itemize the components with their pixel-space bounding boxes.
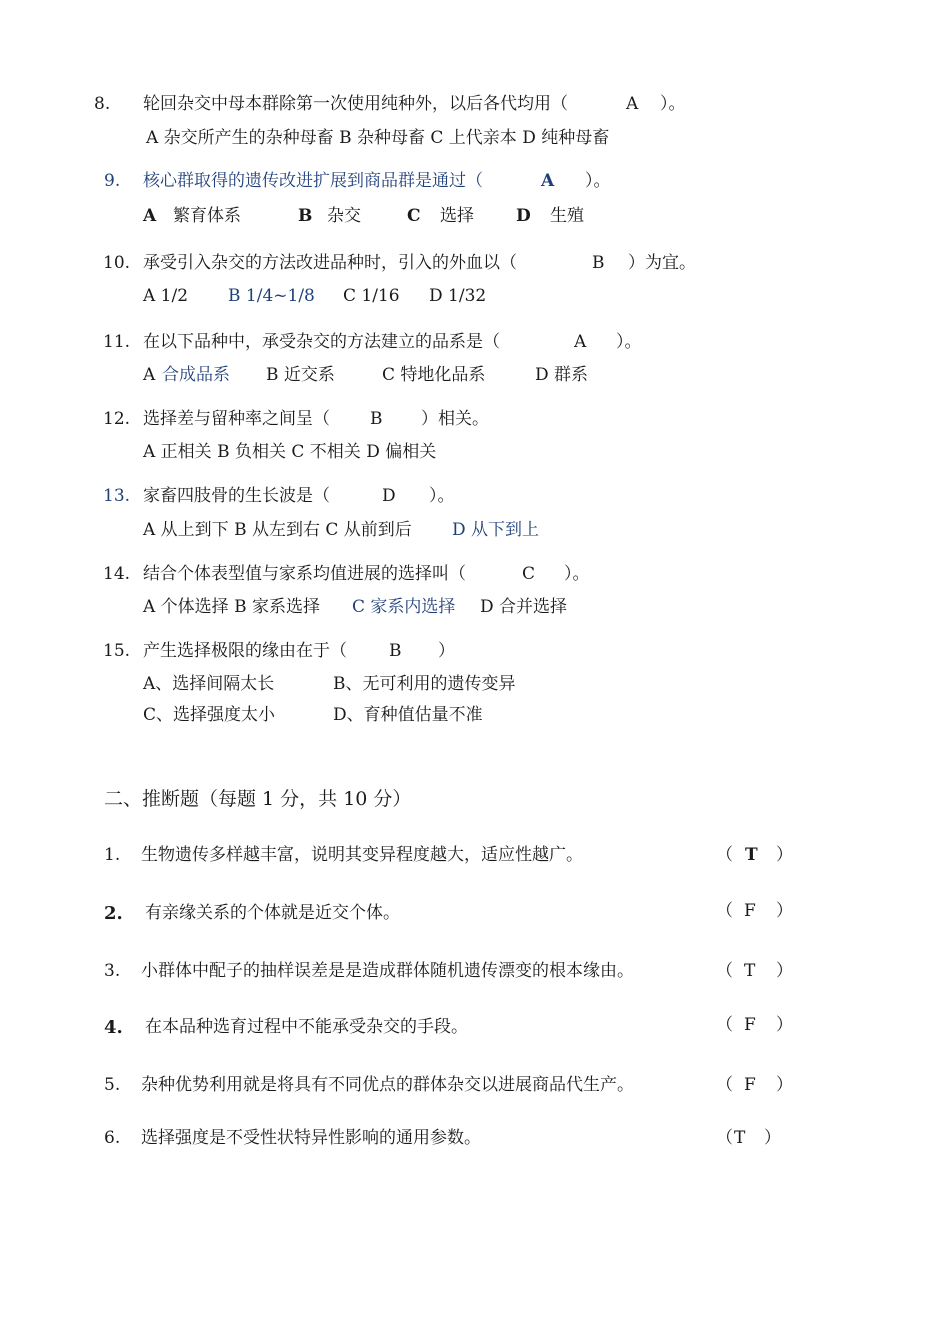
option-a: A、选择间隔太长 [143, 674, 275, 694]
option-letter: A [143, 365, 156, 385]
question-number: 8. [94, 94, 111, 114]
mark-close: ） [776, 845, 793, 865]
option-text: 繁育体系 [173, 206, 241, 226]
option-b: B 1/4~1/8 [228, 286, 315, 306]
option-c: C 家系内选择 [352, 597, 456, 617]
question-close: ）。 [660, 94, 686, 114]
option-a: 合成品系 [162, 365, 230, 385]
question-stem: 在以下品种中，承受杂交的方法建立的品系是（ [143, 332, 500, 352]
question-stem: 结合个体表型值与家系均值进展的选择叫（ [143, 564, 466, 584]
mark-close: ） [764, 1128, 781, 1148]
answer: A [541, 171, 555, 191]
question-close: ）。 [564, 564, 590, 584]
mark-close: ） [776, 901, 793, 921]
question-number: 14. [103, 564, 131, 584]
option-letter: C [407, 206, 421, 226]
item-text: 杂种优势利用就是将具有不同优点的群体杂交以进展商品代生产。 [141, 1075, 634, 1095]
item-number: 1. [104, 845, 121, 865]
mark-open: （ [716, 1075, 733, 1095]
question-stem: 产生选择极限的缘由在于（ [143, 641, 347, 661]
question-number: 9. [104, 171, 121, 191]
mark: F [744, 1015, 756, 1035]
option-text: 选择 [440, 206, 474, 226]
option-c: C 1/16 [343, 286, 400, 306]
item-text: 在本品种选育过程中不能承受杂交的手段。 [145, 1017, 468, 1037]
answer: D [382, 486, 396, 506]
option-d: D 合并选择 [480, 597, 568, 617]
item-text: 小群体中配子的抽样误差是是造成群体随机遗传漂变的根本缘由。 [141, 961, 634, 981]
question-stem: 家畜四肢骨的生长波是（ [143, 486, 330, 506]
mark: T [745, 845, 758, 865]
mark-open: （ [716, 961, 733, 981]
mark: F [744, 901, 756, 921]
options: A 正相关 B 负相关 C 不相关 D 偏相关 [143, 442, 437, 462]
question-close: ）。 [616, 332, 642, 352]
item-text: 有亲缘关系的个体就是近交个体。 [145, 903, 400, 923]
mark-open: （ [716, 1128, 733, 1148]
options-abc: A 从上到下 B 从左到右 C 从前到后 [143, 520, 412, 540]
question-close: ）。 [429, 486, 455, 506]
option-text: 杂交 [327, 206, 361, 226]
question-number: 13. [103, 486, 131, 506]
options-ab: A 个体选择 B 家系选择 [143, 597, 320, 617]
question-close: ）。 [585, 171, 611, 191]
answer: B [592, 253, 605, 273]
question-stem: 选择差与留种率之间呈（ [143, 409, 330, 429]
section-title: 二、推断题（每题 1 分，共 10 分） [104, 788, 412, 810]
item-number: 4. [104, 1017, 123, 1038]
mark: F [744, 1075, 756, 1095]
option-c: C 特地化品系 [382, 365, 486, 385]
option-text: 生殖 [550, 206, 584, 226]
option-a: A 1/2 [143, 286, 189, 306]
option-d: D 群系 [535, 365, 589, 385]
question-stem: 核心群取得的遗传改进扩展到商品群是通过（ [143, 171, 483, 191]
question-close: ）为宜。 [628, 253, 696, 273]
option-letter: B [298, 206, 313, 226]
item-number: 6. [104, 1128, 121, 1148]
item-number: 2. [104, 903, 123, 924]
option-b: B 近交系 [266, 365, 335, 385]
question-number: 11. [103, 332, 131, 352]
option-b: B、无可利用的遗传变异 [333, 674, 516, 694]
question-close: ）相关。 [421, 409, 489, 429]
item-number: 5. [104, 1075, 121, 1095]
option-c: C、选择强度太小 [143, 705, 276, 725]
mark: T [744, 961, 756, 981]
question-stem: 轮回杂交中母本群除第一次使用纯种外，以后各代均用（ [143, 94, 568, 114]
mark-open: （ [716, 901, 733, 921]
mark-open: （ [716, 845, 733, 865]
options: A 杂交所产生的杂种母畜 B 杂种母畜 C 上代亲本 D 纯种母畜 [146, 128, 610, 148]
option-letter: D [516, 206, 531, 226]
question-number: 10. [103, 253, 131, 273]
mark-close: ） [776, 961, 793, 981]
option-d: D、育种值估量不准 [333, 705, 483, 725]
option-letter: A [143, 206, 157, 226]
answer: C [522, 564, 536, 584]
option-d: D 1/32 [429, 286, 487, 306]
question-number: 15. [103, 641, 131, 661]
mark-open: （ [716, 1015, 733, 1035]
answer: B [370, 409, 383, 429]
mark-close: ） [776, 1015, 793, 1035]
question-number: 12. [103, 409, 131, 429]
mark: T [734, 1128, 746, 1148]
option-d: D 从下到上 [452, 520, 540, 540]
answer: A [574, 332, 587, 352]
item-text: 选择强度是不受性状特异性影响的通用参数。 [141, 1128, 481, 1148]
item-text: 生物遗传多样越丰富，说明其变异程度越大，适应性越广。 [141, 845, 583, 865]
question-stem: 承受引入杂交的方法改进品种时，引入的外血以（ [143, 253, 517, 273]
answer: B [389, 641, 402, 661]
answer: A [626, 94, 639, 114]
item-number: 3. [104, 961, 121, 981]
mark-close: ） [776, 1075, 793, 1095]
question-close: ） [438, 641, 455, 661]
